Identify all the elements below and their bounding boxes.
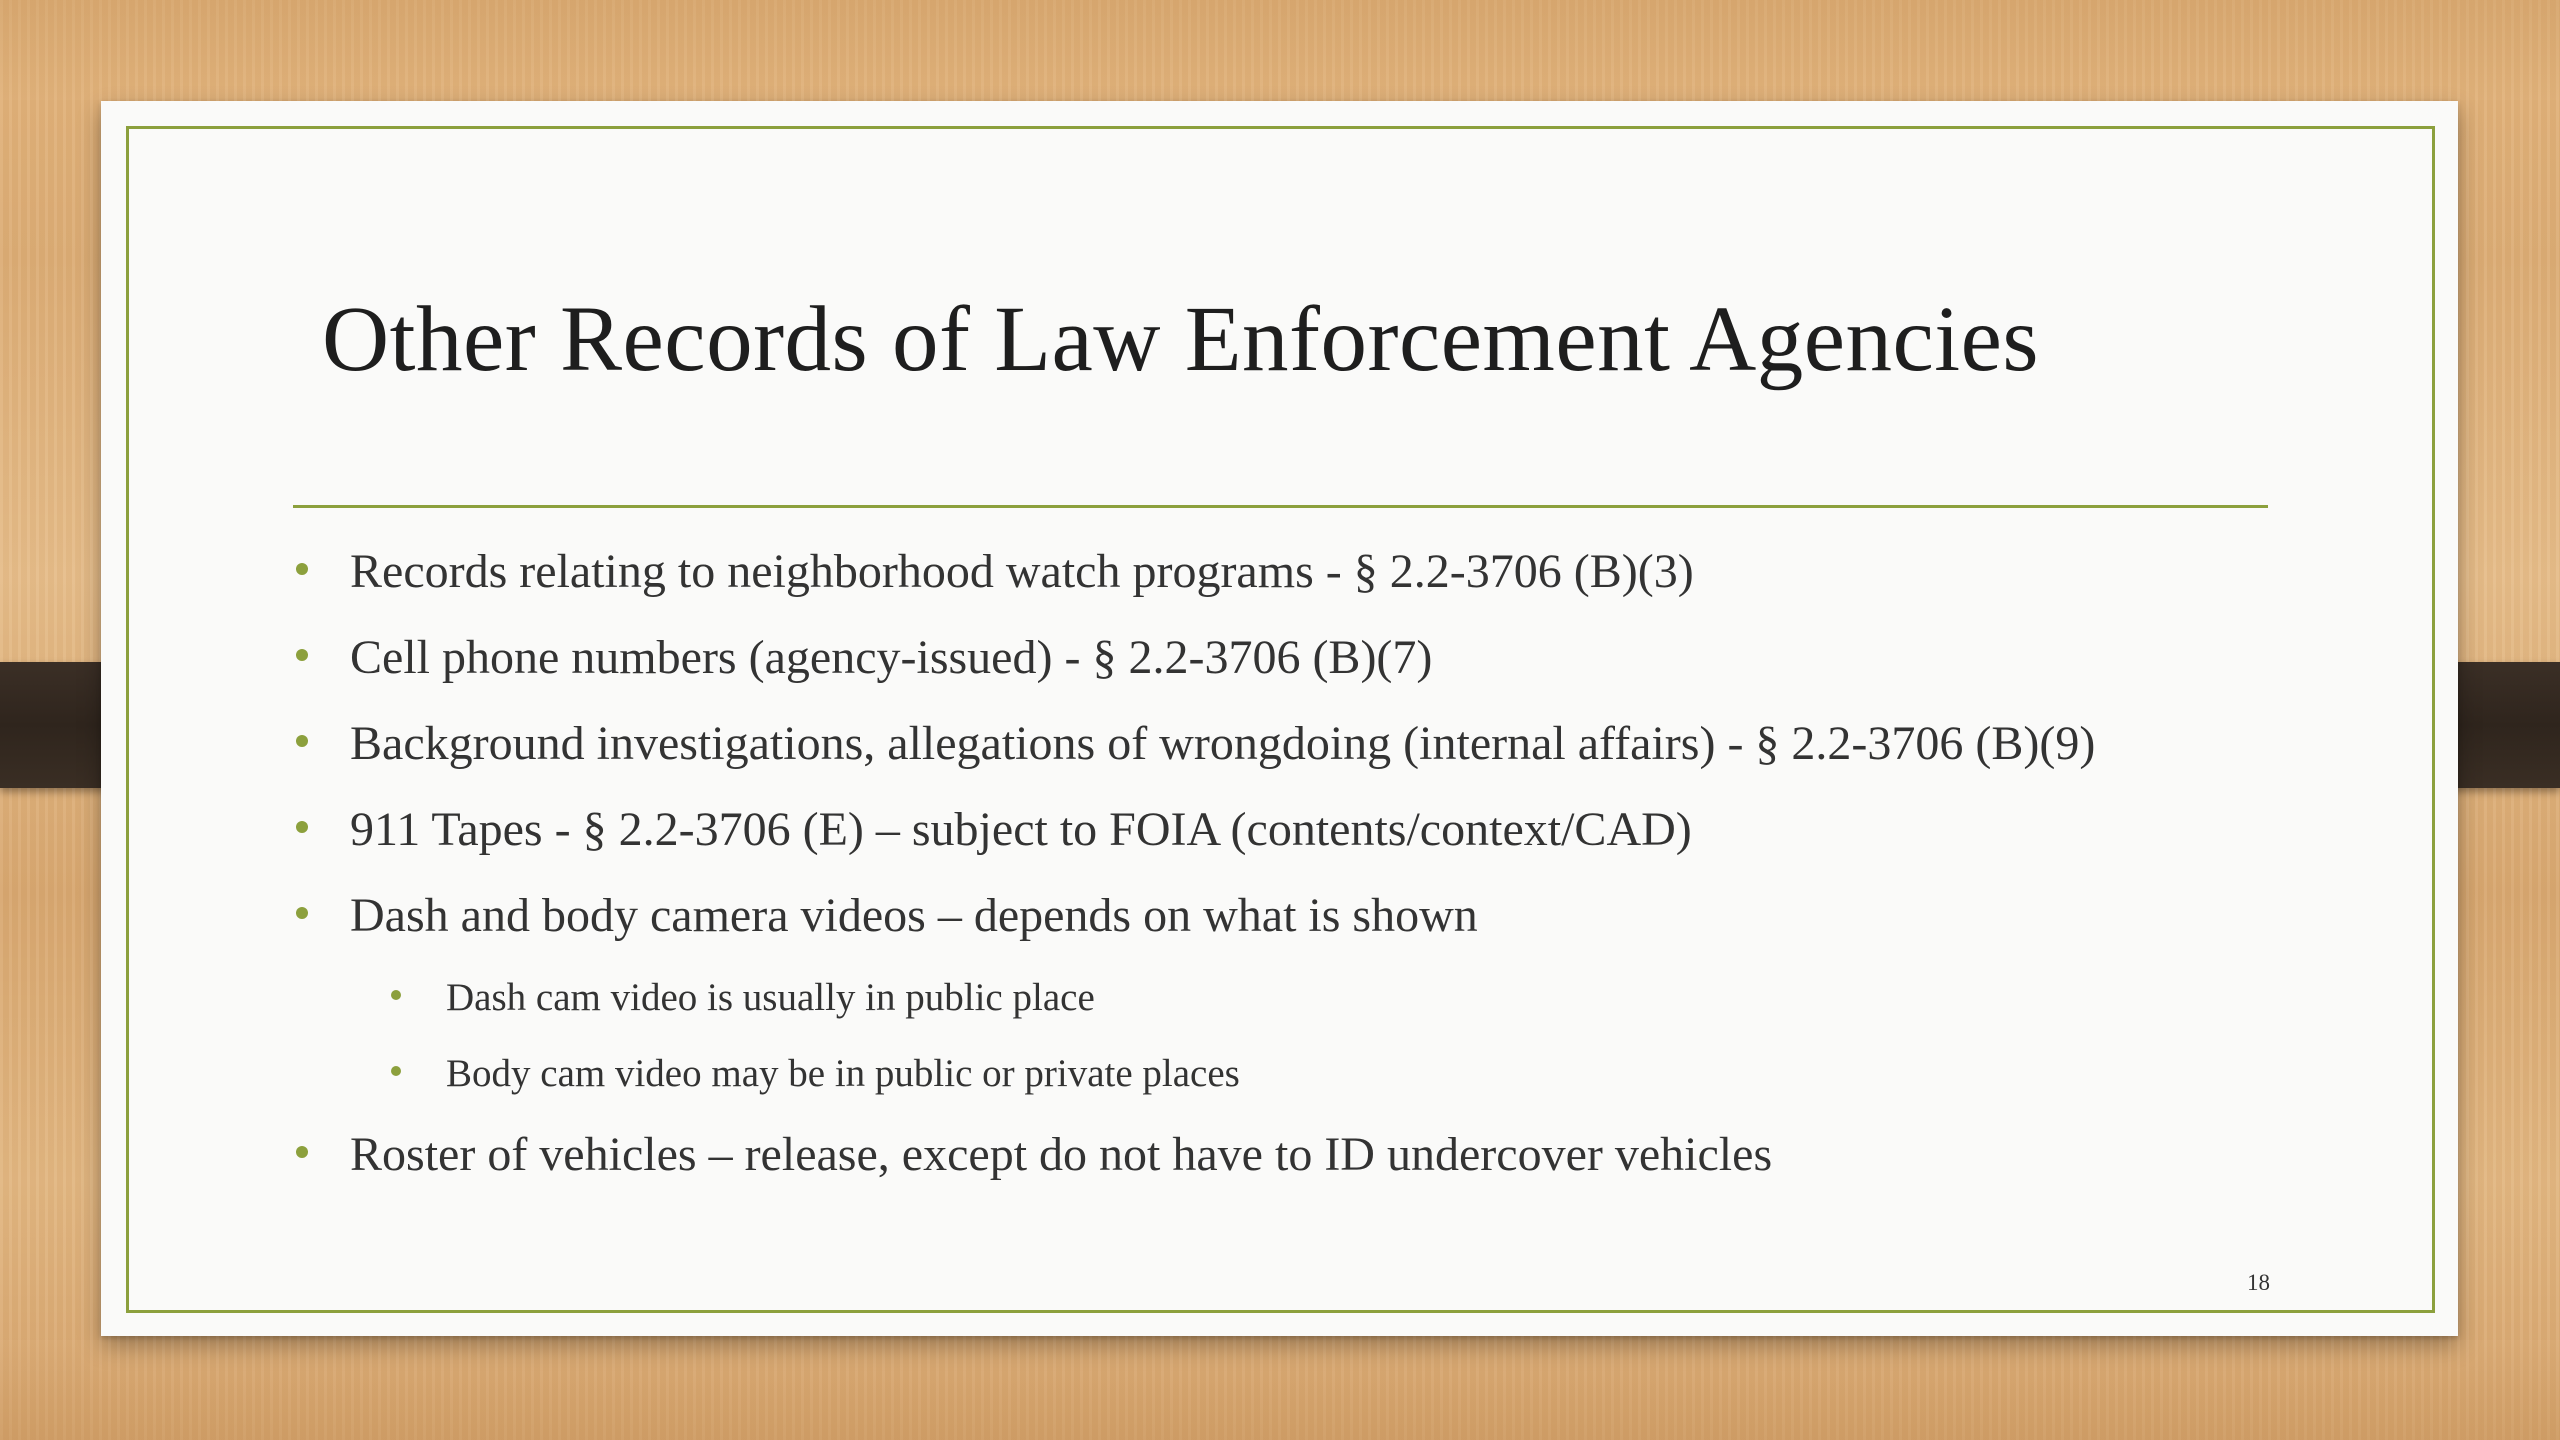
bullet-dot xyxy=(296,563,308,575)
bullet-dot xyxy=(296,1146,308,1158)
sub-bullet-dot xyxy=(391,1066,401,1076)
sub-bullet-dot xyxy=(391,990,401,1000)
bullet-item: Background investigations, allegations of wrongdoing (internal affairs) - § 2.2-3706 (B)(9) xyxy=(350,717,2096,770)
bullet-dot xyxy=(296,821,308,833)
bullet-item: Records relating to neighborhood watch programs - § 2.2-3706 (B)(3) xyxy=(350,545,1694,598)
bullet-dot xyxy=(296,907,308,919)
bullet-dot xyxy=(296,649,308,661)
bullet-item: Dash and body camera videos – depends on what is shown xyxy=(350,889,1478,942)
bullet-item: 911 Tapes - § 2.2-3706 (E) – subject to FOIA (contents/context/CAD) xyxy=(350,803,1692,856)
slide-page-number: 18 xyxy=(2247,1270,2270,1295)
slide-title: Other Records of Law Enforcement Agencies xyxy=(322,288,2040,391)
bullet-item: Roster of vehicles – release, except do not have to ID undercover vehicles xyxy=(350,1128,1773,1181)
bullet-item: Cell phone numbers (agency-issued) - § 2.2-3706 (B)(7) xyxy=(350,631,1433,684)
bullet-dot xyxy=(296,735,308,747)
sub-bullet-item: Dash cam video is usually in public place xyxy=(446,976,1095,1019)
sub-bullet-item: Body cam video may be in public or private places xyxy=(446,1052,1240,1095)
